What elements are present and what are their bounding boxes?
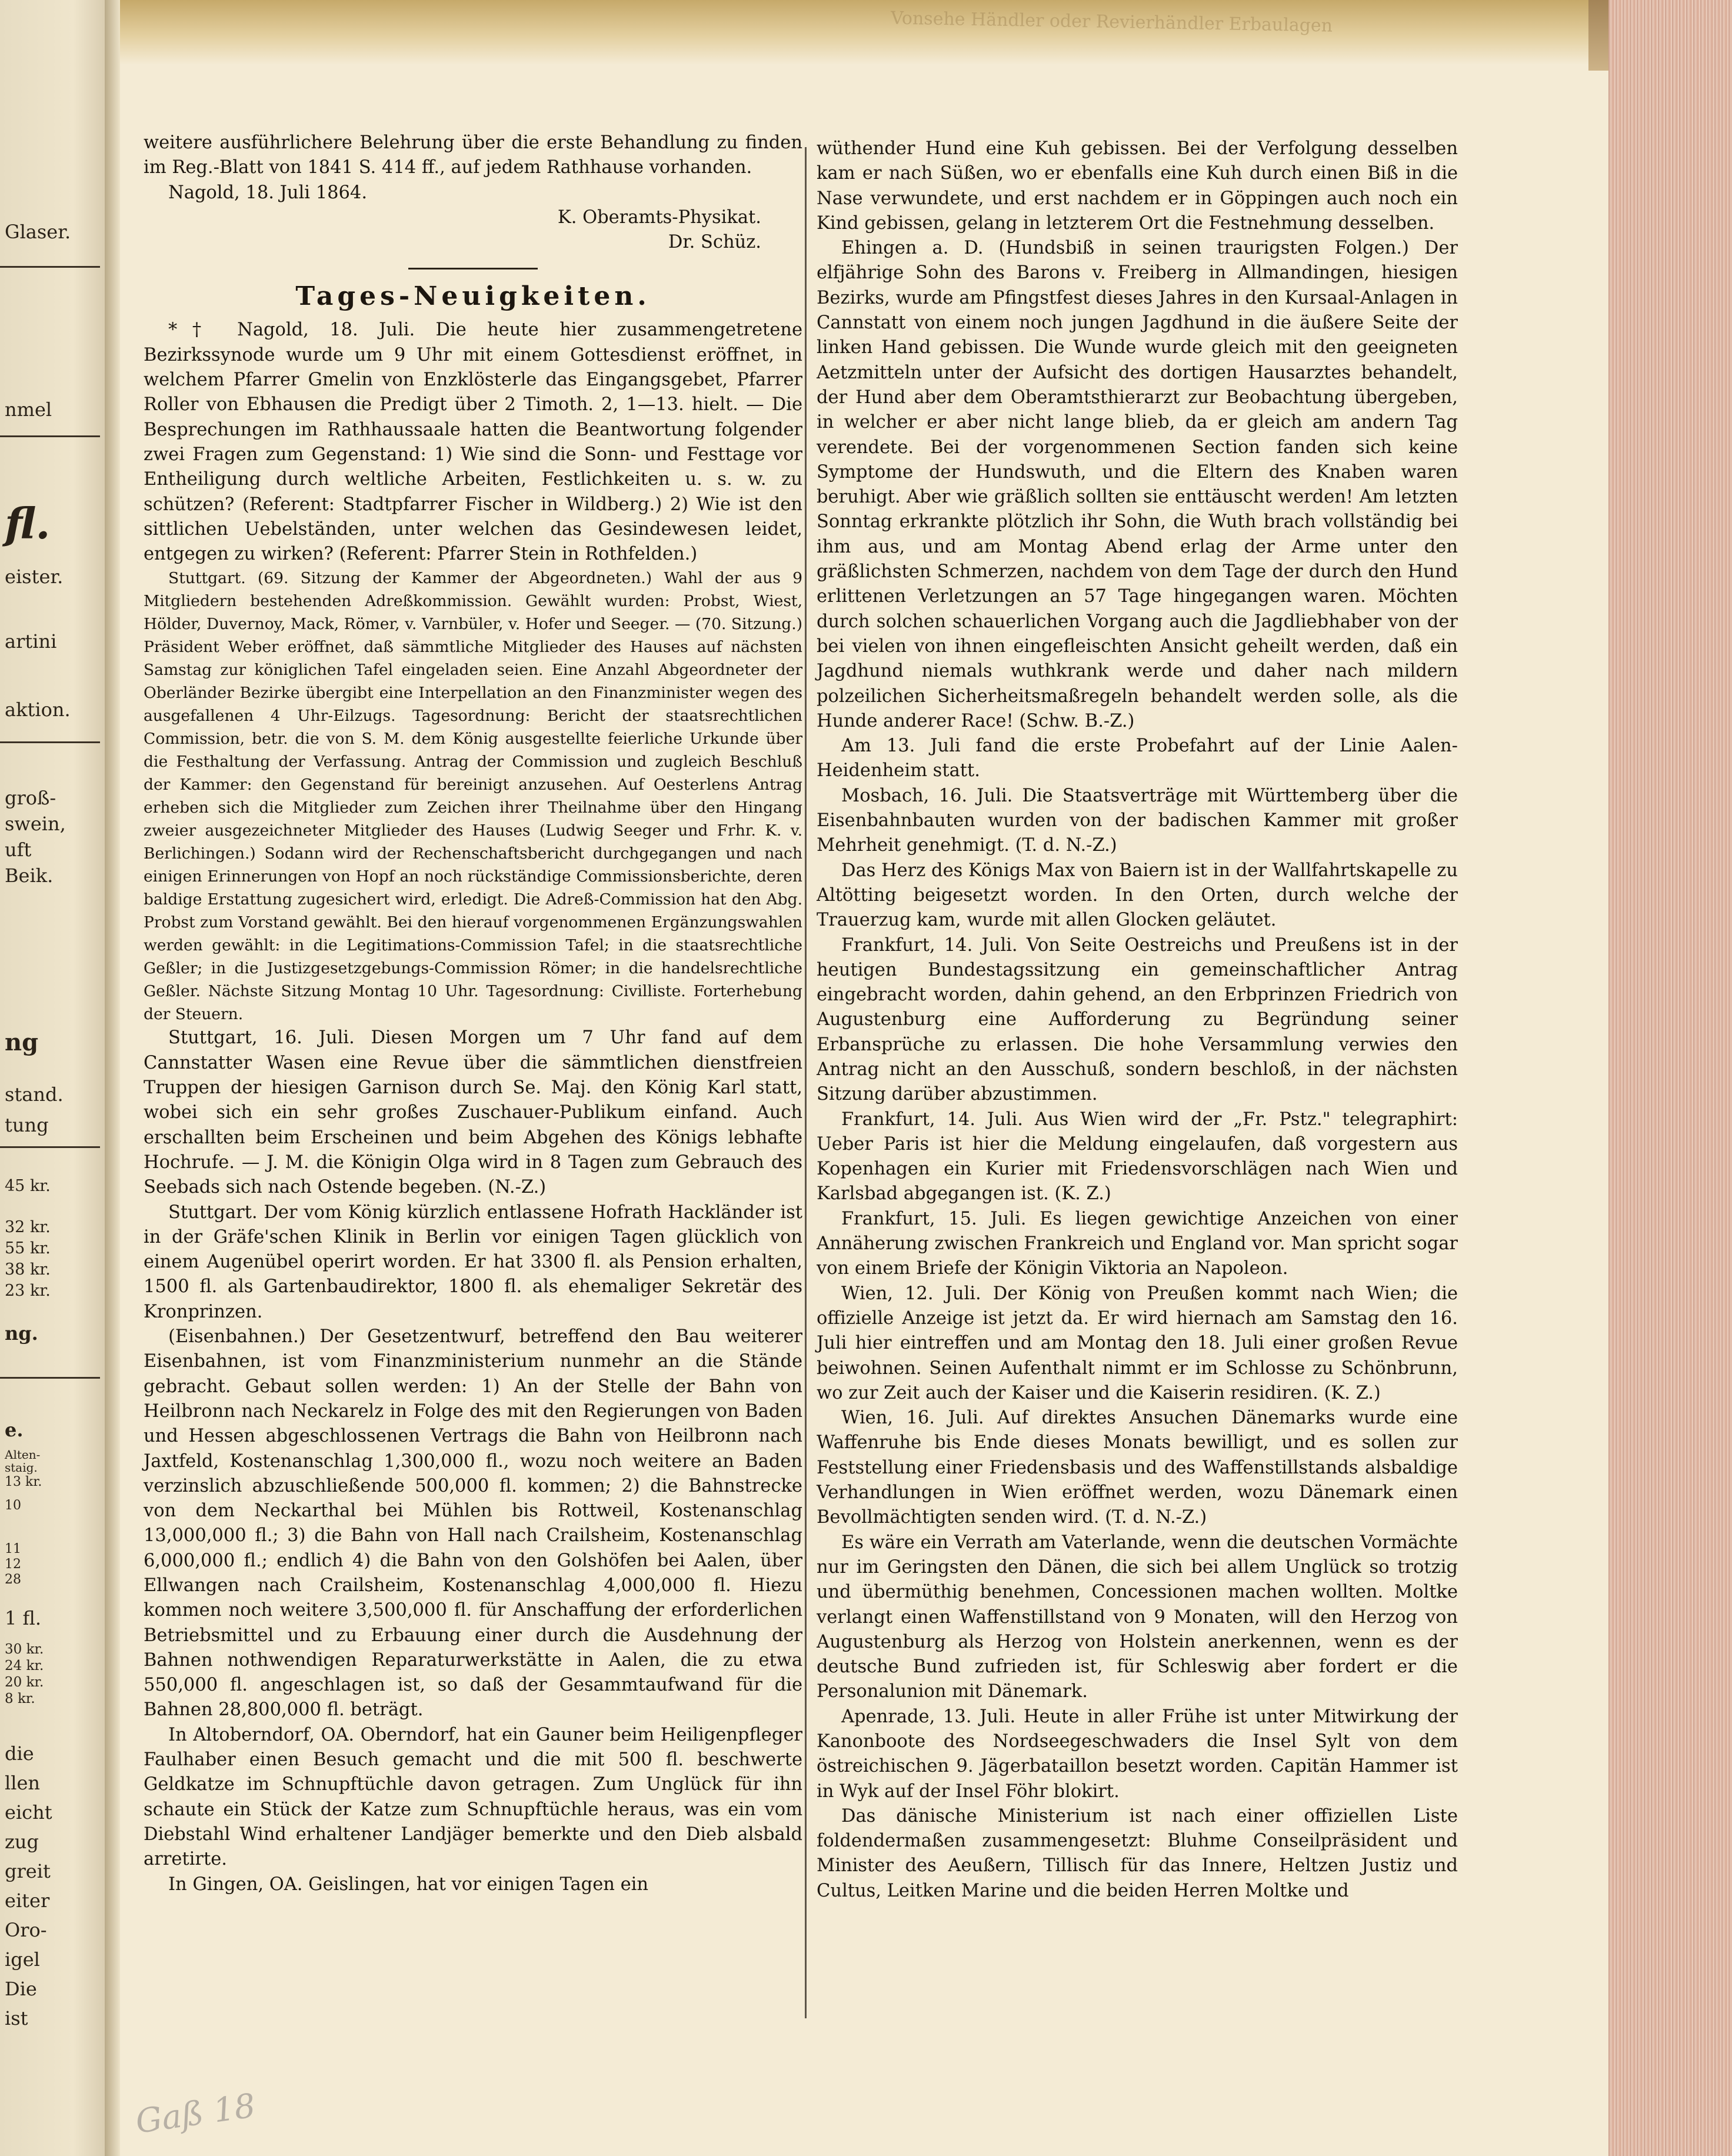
dateline: Nagold, 18. Juli 1864. [168, 182, 368, 203]
prev-fragment: 1 fl. [5, 1607, 42, 1629]
article-paragraph: Mosbach, 16. Juli. Die Staatsverträge mit Württemberg über die Eisenbahnbauten wurden von der badischen Kammer mit großer Mehrheit genehmigt. (T. d. N.-Z.) [817, 785, 1458, 856]
prev-fragment: 38 kr. [5, 1260, 51, 1279]
prev-fragment: 20 kr. [5, 1675, 44, 1690]
prev-fragment: ng [5, 1029, 39, 1056]
prev-rule [0, 435, 100, 437]
prev-fragment: Die [5, 1978, 37, 2000]
prev-fragment: igel [5, 1948, 40, 1971]
article-paragraph: Apenrade, 13. Juli. Heute in aller Frühe ist unter Mitwirkung der Kanonboote des Nordseegeschwaders die Insel Sylt von dem östreichischen 9. Jägerbataillon besetzt worden. Capitän Hammer ist in Wyk auf der Insel Föhr blokirt. [817, 1706, 1458, 1802]
article-paragraph: Frankfurt, 14. Juli. Aus Wien wird der „Fr. Pstz." telegraphirt: Ueber Paris ist hier die Meldung eingelaufen, daß vorgestern aus Kopenhagen ein Kurier mit Friedensvorschlägen nach Wien und Karlsbad abgegangen ist. (K. Z.) [817, 1109, 1458, 1205]
prev-fragment: 55 kr. [5, 1239, 51, 1257]
article-paragraph: Frankfurt, 14. Juli. Von Seite Oestreichs und Preußens ist in der heutigen Bundestagssitzung ein gemeinschaftlicher Antrag eingebracht worden, dahin gehend, an den Erbprinzen Friedrich von Augustenburg eine Aufforderung zu Begründung seiner Erbansprüche zu erlassen. Die hohe Versammlung verwies den Antrag nicht an den Ausschuß, sondern beschloß, in der nächsten Sitzung darüber abzustimmen. [817, 934, 1458, 1105]
prev-fragment: Oro- [5, 1919, 47, 1941]
signature-name: Dr. Schüz. [668, 232, 761, 253]
prev-fragment: staig. [5, 1460, 38, 1475]
prev-fragment: 10 [5, 1498, 21, 1513]
article-paragraph: Das Herz des Königs Max von Baiern ist in der Wallfahrtskapelle zu Altötting beigesetzt worden. In den Orten, durch welche der Trauerzug kam, wurde mit allen Glocken geläutet. [817, 860, 1458, 931]
signature-office: K. Oberamts-Physikat. [557, 207, 761, 228]
prev-rule [0, 1377, 100, 1379]
prev-fragment: 32 kr. [5, 1218, 51, 1236]
prev-fragment: 12 [5, 1557, 21, 1572]
book-page-edges [1608, 0, 1732, 2156]
article-paragraph: Wien, 16. Juli. Auf direktes Ansuchen Dänemarks wurde eine Waffenruhe bis Ende dieses Monats bewilligt, und es sollen zur Feststellung einer Friedensbasis und des Waffenstillstands alsbaldige Verhandlungen in Wien eröffnet werden, wozu Dänemark einen Bevollmächtigten senden wird. (T. d. N.-Z.) [817, 1408, 1458, 1528]
section-rule [408, 268, 538, 270]
prev-fragment: 8 kr. [5, 1691, 35, 1706]
article-paragraph: Am 13. Juli fand die erste Probefahrt auf der Linie Aalen-Heidenheim statt. [817, 736, 1458, 781]
prev-fragment: llen [5, 1772, 41, 1794]
prev-fragment: Beik. [5, 864, 54, 887]
prev-fragment: nmel [5, 398, 52, 421]
article-paragraph: Es wäre ein Verrath am Vaterlande, wenn die deutschen Vormächte nur im Geringsten den Dänen, die sich bei allem Unglück so trotzig und übermüthig benehmen, Concessionen machen wollten. Moltke verlangt einen Waffenstillstand von 9 Monaten, will den Herzog von Augustenburg als Herzog von Holstein anerkennen, wenn es der deutsche Bund zufrieden ist, für Schleswig aber fordert er die Personalunion mit Dänemark. [817, 1532, 1458, 1702]
prev-fragment: groß- [5, 787, 56, 809]
prev-fragment: zug [5, 1831, 39, 1853]
prev-rule [0, 266, 100, 268]
article-paragraph: Ehingen a. D. (Hundsbiß in seinen traurigsten Folgen.) Der elfjährige Sohn des Barons v. Freiberg in Allmandingen, hiesigen Bezirks, wurde am Pfingstfest dieses Jahres in den Kursaal-Anlagen in Cannstatt von einem noch jungen Jagdhund in die äußere Seite der linken Hand gebissen. Die Wunde wurde gleich mit den geeigneten Aetzmitteln unter der Aufsicht des dortigen Hausarztes behandelt, der Hund aber dem Oberamtsthierarzt zur Beobachtung übergeben, in welcher er aber nicht lange blieb, da er gleich am andern Tag verendete. Bei der vorgenommenen Section fanden sich keine Symptome der Hundswuth, und die Eltern des Knaben waren beruhigt. Aber wie gräßlich sollten sie enttäuscht werden! Am letzten Sonntag erkrankte plötzlich ihr Sohn, die Wuth brach vollständig bei ihm aus, und am Montag Abend erlag der Arme unter den gräßlichsten Schmerzen, nachdem von dem Tage der durch den Hund erlittenen Verletzungen an 57 Tage hingegangen waren. Möchten durch solchen schauerlichen Vorgang auch die Jagdliebhaber von der bei vielen von ihnen eingefleischten Ansicht geheilt werden, daß ein Jagdhund niemals wuthkrank werde und daher nach mildern polzeilichen Sicherheitsmaßregeln behandelt werden solle, als die Hunde anderer Race! (Schw. B.-Z.) [817, 238, 1458, 731]
prev-fragment: Glaser. [5, 221, 71, 243]
prev-fragment: stand. [5, 1083, 64, 1106]
prev-fragment: uft [5, 839, 32, 861]
left-column [144, 131, 802, 1897]
article-paragraph: Das dänische Ministerium ist nach einer offiziellen Liste foldendermaßen zusammengesetzt: Bluhme Conseilpräsident und Minister des Aeußern, Tillisch für das Innere, Heltzen Justiz und Cultus, Leitken Marine und die beiden Herren Moltke und [817, 1805, 1458, 1901]
prev-fragment: e. [5, 1419, 24, 1441]
article-paragraph: Wien, 12. Juli. Der König von Preußen kommt nach Wien; die offizielle Anzeige ist jetzt da. Er wird hiernach am Samstag den 16. Juli hier eintreffen und am Montag den 18. Juli einer großen Revue beiwohnen. Seinen Aufenthalt nimmt er im Schlosse zu Schönbrunn, wo zur Zeit auch der Kaiser und die Kaiserin residiren. (K. Z.) [817, 1283, 1458, 1403]
intro-paragraph: weitere ausführlichere Belehrung über die erste Behandlung zu finden im Reg.-Blatt von 1841 S. 414 ff., auf jedem Rathhause vorhanden. [144, 132, 802, 178]
prev-fragment: Alten- [5, 1448, 41, 1462]
prev-fragment: 28 [5, 1572, 21, 1587]
prev-fragment: greit [5, 1860, 51, 1882]
prev-fragment: 13 kr. [5, 1475, 42, 1489]
prev-fragment: ist [5, 2007, 28, 2029]
article-paragraph: Frankfurt, 15. Juli. Es liegen gewichtige Anzeichen von einer Annäherung zwischen Frankreich und England vor. Man spricht sogar von einem Briefe der Königin Viktoria an Napoleon. [817, 1208, 1458, 1279]
prev-fragment: 11 [5, 1542, 21, 1556]
prev-fragment: aktion. [5, 698, 71, 721]
prev-fragment: eiter [5, 1889, 50, 1912]
page-top-stain [120, 0, 1608, 65]
pencil-scribble: Gaß 18 [133, 2087, 258, 2141]
article-paragraph: *† Nagold, 18. Juli. Die heute hier zusammengetretene Bezirkssynode wurde um 9 Uhr mit einem Gottesdienst eröffnet, in welchem Pfarrer Gmelin von Enzklösterle das Eingangsgebet, Pfarrer Roller von Ebhausen die Predigt über 2 Timoth. 2, 1—13. hielt. — Die Besprechungen im Rathhaussaale hatten die Beantwortung folgender zwei Fragen zum Gegenstand: 1) Wie sind die Sonn- und Festtage vor Entheiligung durch weltliche Arbeiten, Festlichkeiten u. s. w. zu schützen? (Referent: Stadtpfarrer Fischer in Wildberg.) 2) Wie ist den sittlichen Uebelständen, unter welchen das Gesindewesen leidet, entgegen zu wirken? (Referent: Pfarrer Stein in Rothfelden.) [144, 320, 802, 565]
prev-fragment: artini [5, 630, 57, 653]
prev-rule [0, 1146, 100, 1148]
article-paragraph: (Eisenbahnen.) Der Gesetzentwurf, betreffend den Bau weiterer Eisenbahnen, ist vom Finanzministerium nunmehr an die Stände gebracht. Gebaut sollen werden: 1) An der Stelle der Bahn von Heilbronn nach Neckarelz in Folge des mit den Regierungen von Baden und Hessen abgeschlossenen Vertrags die Bahn von Heilbronn nach Jaxtfeld, Kostenanschlag 1,300,000 fl., wozu noch weitere an Baden verzinslich abzuschließende 500,000 fl. kommen; 2) die Bahnstrecke von dem Neckarthal bei Mühlen bis Rottweil, Kostenanschlag 13,000,000 fl.; 3) die Bahn von Hall nach Crailsheim, Kostenanschlag 6,000,000 fl.; endlich 4) die Bahn von den Golshöfen bei Aalen, über Ellwangen nach Crailsheim, Kostenanschlag 4,000,000 fl. Hiezu kommen noch weitere 3,500,000 fl. für Anschaffung der erforderlichen Betriebsmittel und zu Erbauung einer durch die Ausdehnung der Bahnen nothwendigen Reparaturwerkstätte in Aalen, die zu etwa 550,000 fl. angeschlagen ist, so daß der Gesammtaufwand für die Bahnen 28,800,000 fl. beträgt. [144, 1326, 802, 1721]
prev-fragment: die [5, 1742, 34, 1765]
prev-fragment: tung [5, 1114, 49, 1136]
section-heading: Tages-Neuigkeiten. [295, 281, 651, 312]
right-column [817, 137, 1458, 1904]
prev-fragment: 45 kr. [5, 1177, 51, 1195]
prev-fragment: 24 kr. [5, 1658, 44, 1673]
article-paragraph: Stuttgart, 16. Juli. Diesen Morgen um 7 Uhr fand auf dem Cannstatter Wasen eine Revue über die sämmtlichen dienstfreien Truppen der hiesigen Garnison durch Se. Maj. den König Karl statt, wobei sich ein sehr großes Zuschauer-Publikum einfand. Auch erschallten beim Erscheinen und beim Abgehen des Königs lebhafte Hochrufe. — J. M. die Königin Olga wird in 8 Tagen zum Gebrauch des Seebads sich nach Ostende begeben. (N.-Z.) [144, 1027, 802, 1198]
article-paragraph: Stuttgart. Der vom König kürzlich entlassene Hofrath Hackländer ist in der Gräfe'schen Klinik in Berlin vor einigen Tagen glücklich von einem Augenübel operirt worden. Er hat 3300 fl. als Pension erhalten, 1500 fl. als Gartenbaudirektor, 1800 fl. als ehemaliger Sekretär des Kronprinzen. [144, 1202, 802, 1322]
article-paragraph: In Altoberndorf, OA. Oberndorf, hat ein Gauner beim Heiligenpfleger Faulhaber einen Besuch gemacht und die mit 500 fl. beschwerte Geldkatze im Schnupftüchle davon getragen. Zum Unglück für ihn schaute ein Stück der Katze zum Schnupftüchle heraus, was ein vom Diebstahl Wind erhaltener Landjäger bemerkte und den Dieb alsbald arretirte. [144, 1724, 802, 1870]
book-gutter [105, 0, 120, 2156]
prev-fragment: ng. [5, 1322, 38, 1345]
prev-fragment: fl. [5, 498, 51, 548]
bleed-through-text: Vonsehe Händler oder Revierhändler Erbaulagen [890, 8, 1333, 36]
column-divider [805, 147, 807, 2018]
article-paragraph: wüthender Hund eine Kuh gebissen. Bei der Verfolgung desselben kam er nach Süßen, wo er ebenfalls eine Kuh durch einen Biß in die Nase verwundete, und erst nachdem er in Göppingen auch noch ein Kind gebissen, gelang in letzterem Ort die Festnehmung desselben. [817, 138, 1458, 234]
prev-rule [0, 741, 100, 743]
prev-fragment: eicht [5, 1801, 52, 1824]
article-paragraph: In Gingen, OA. Geislingen, hat vor einigen Tagen ein [168, 1874, 649, 1895]
prev-fragment: swein, [5, 813, 66, 835]
prev-fragment: eister. [5, 565, 64, 588]
prev-fragment: 30 kr. [5, 1642, 44, 1657]
previous-page-fragment [0, 0, 106, 2156]
article-paragraph-small: Stuttgart. (69. Sitzung der Kammer der Abgeordneten.) Wahl der aus 9 Mitgliedern bestehenden Adreßkommission. Gewählt wurden: Probst, Wiest, Hölder, Duvernoy, Mack, Römer, v. Varnbüler, v. Hofer und Seeger. — (70. Sitzung.) Präsident Weber eröffnet, daß sämmtliche Mitglieder des Hauses auf nächsten Samstag zur königlichen Tafel eingeladen seien. Eine Anzahl Abgeordneter der Oberländer Bezirke übergibt eine Interpellation an den Finanzminister wegen des ausgefallenen 4 Uhr-Eilzugs. Tagesordnung: Bericht der staatsrechtlichen Commission, betr. die von S. M. dem König ausgestellte feierliche Urkunde über die Festhaltung der Verfassung. Antrag der Commission und zugleich Beschluß der Kammer: den Gegenstand für bereinigt anzusehen. Auf Oesterlens Antrag erheben sich die Mitglieder zum Zeichen ihrer Theilnahme über den Hingang zweier ausgezeichneter Mitglieder des Hauses (Ludwig Seeger und Frhr. K. v. Berlichingen.) Sodann wird der Rechenschaftsbericht durchgegangen und nach einigen Erinnerungen von Hopf an noch rückständige Commissionsberichte, deren baldige Erstattung zugesichert wird, erledigt. Die Adreß-Commission hat den Abg. Probst zum Vorstand gewählt. Bei den hierauf vorgenommenen Ergänzungswahlen werden gewählt: in die Legitimations-Commission Tafel; in die staatsrechtliche Geßler; in die Justizgesetzgebungs-Commission Römer; in die handelsrechtliche Geßler. Nächste Sitzung Montag 10 Uhr. Tagesordnung: Civilliste. Forterhebung der Steuern. [144, 569, 802, 1024]
prev-fragment: 23 kr. [5, 1282, 51, 1300]
